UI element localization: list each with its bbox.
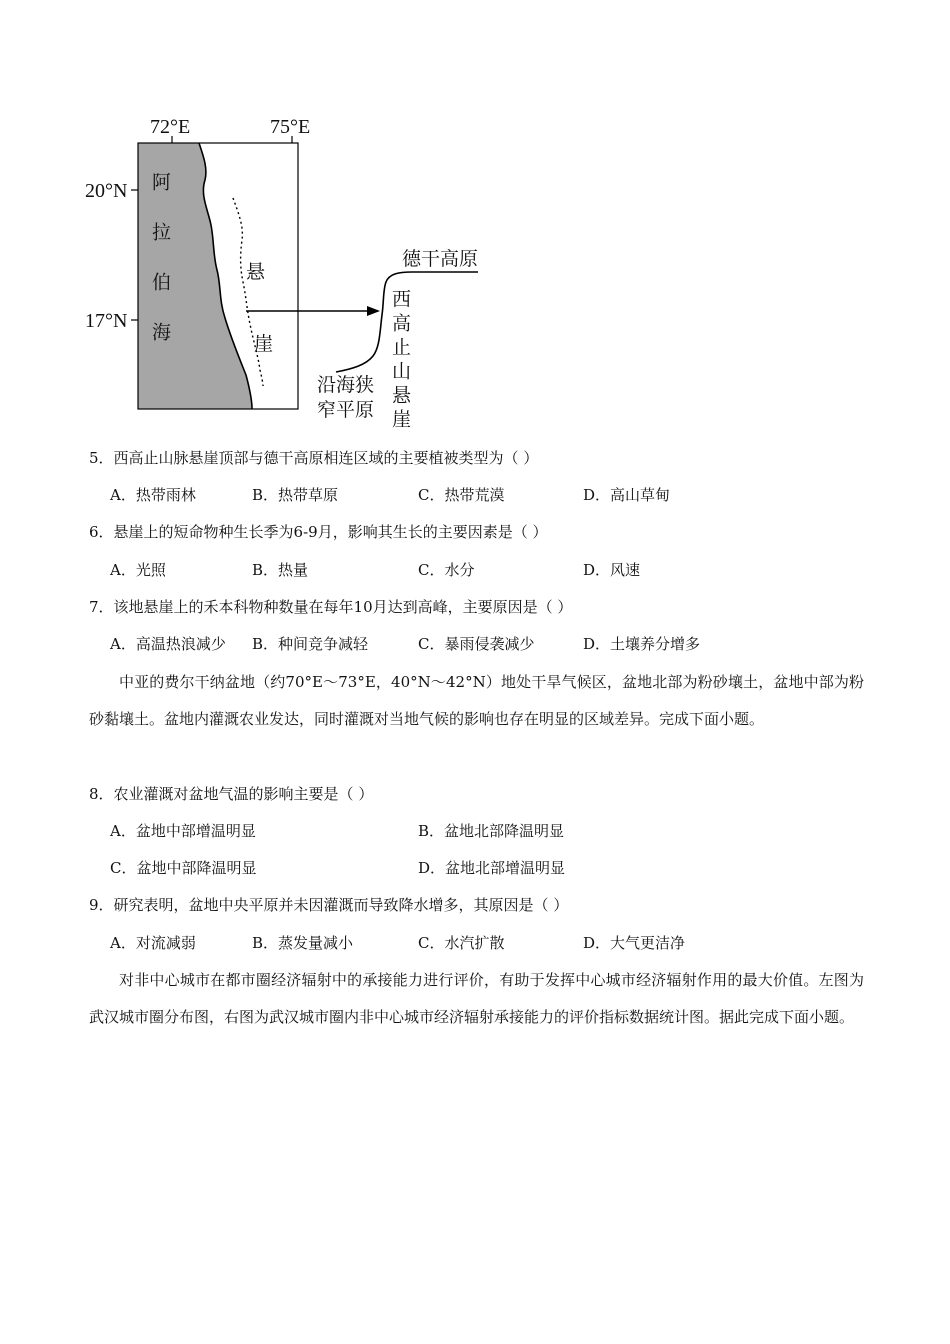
question-7-option-c[interactable]: C．暴雨侵袭减少 [418, 635, 535, 653]
question-9-option-c[interactable]: C．水汽扩散 [418, 934, 505, 952]
question-8-option-b[interactable]: B．盆地北部降温明显 [418, 822, 565, 840]
arrow-head [367, 306, 380, 316]
question-7-option-a[interactable]: A．高温热浪减少 [110, 635, 226, 653]
question-9-stem: 9．研究表明，盆地中央平原并未因灌溉而导致降水增多，其原因是（ ） [89, 896, 569, 914]
coastal-plain-label-1: 沿海狭 [317, 374, 375, 396]
question-5-stem: 5．西高止山脉悬崖顶部与德干高原相连区域的主要植被类型为（ ） [89, 449, 539, 467]
question-5-option-b[interactable]: B．热带草原 [252, 486, 339, 504]
map-figure [0, 0, 950, 445]
lon-label-72: 72°E [150, 116, 191, 138]
passage-ferghana: 中亚的费尔干纳盆地（约70°E～73°E，40°N～42°N）地处干旱气候区，盆地北部为粉砂壤土，盆地中部为粉砂黏壤土。盆地内灌溉农业发达，同时灌溉对当地气候的影响也存在明显的区域差异。完成下面小题。 [89, 673, 864, 728]
lat-label-17: 17°N [85, 310, 128, 332]
question-6-option-b[interactable]: B．热量 [252, 561, 309, 579]
cliff-label-1: 悬 [246, 261, 266, 283]
question-5-option-d[interactable]: D．高山草甸 [583, 486, 671, 504]
question-9-option-b[interactable]: B．蒸发量减小 [252, 934, 354, 952]
sea-label: 阿拉伯海 [149, 172, 171, 372]
passage-wuhan: 对非中心城市在都市圈经济辐射中的承接能力进行评价，有助于发挥中心城市经济辐射作用的最大价值。左图为武汉城市圈分布图，右图为武汉城市圈内非中心城市经济辐射承接能力的评价指标数据统计图。据此完成下面小题。 [89, 971, 864, 1026]
map-drawing [0, 0, 950, 445]
question-5-option-c[interactable]: C．热带荒漠 [418, 486, 505, 504]
question-5-option-a[interactable]: A．热带雨林 [110, 486, 196, 504]
lat-label-20: 20°N [85, 180, 128, 202]
question-6-option-a[interactable]: A．光照 [110, 561, 166, 579]
cliff-label-2: 崖 [254, 333, 274, 355]
question-8-option-c[interactable]: C．盆地中部降温明显 [110, 859, 257, 877]
question-8-stem: 8．农业灌溉对盆地气温的影响主要是（ ） [89, 785, 374, 803]
question-6-option-c[interactable]: C．水分 [418, 561, 475, 579]
question-7-option-d[interactable]: D．土壤养分增多 [583, 635, 701, 653]
question-8-option-d[interactable]: D．盆地北部增温明显 [418, 859, 566, 877]
question-8-option-a[interactable]: A．盆地中部增温明显 [110, 822, 256, 840]
question-9-option-a[interactable]: A．对流减弱 [110, 934, 196, 952]
western-ghats-label: 西高止山悬崖 [389, 289, 411, 433]
question-6-stem: 6．悬崖上的短命物种生长季为6-9月，影响其生长的主要因素是（ ） [89, 523, 548, 541]
deccan-plateau-label: 德干高原 [402, 248, 479, 270]
question-9-option-d[interactable]: D．大气更洁净 [583, 934, 686, 952]
coastal-plain-label-2: 窄平原 [317, 399, 375, 421]
question-6-option-d[interactable]: D．风速 [583, 561, 641, 579]
question-7-option-b[interactable]: B．种间竞争减轻 [252, 635, 369, 653]
lon-label-75: 75°E [270, 116, 311, 138]
question-7-stem: 7．该地悬崖上的禾本科物种数量在每年10月达到高峰，主要原因是（ ） [89, 598, 573, 616]
